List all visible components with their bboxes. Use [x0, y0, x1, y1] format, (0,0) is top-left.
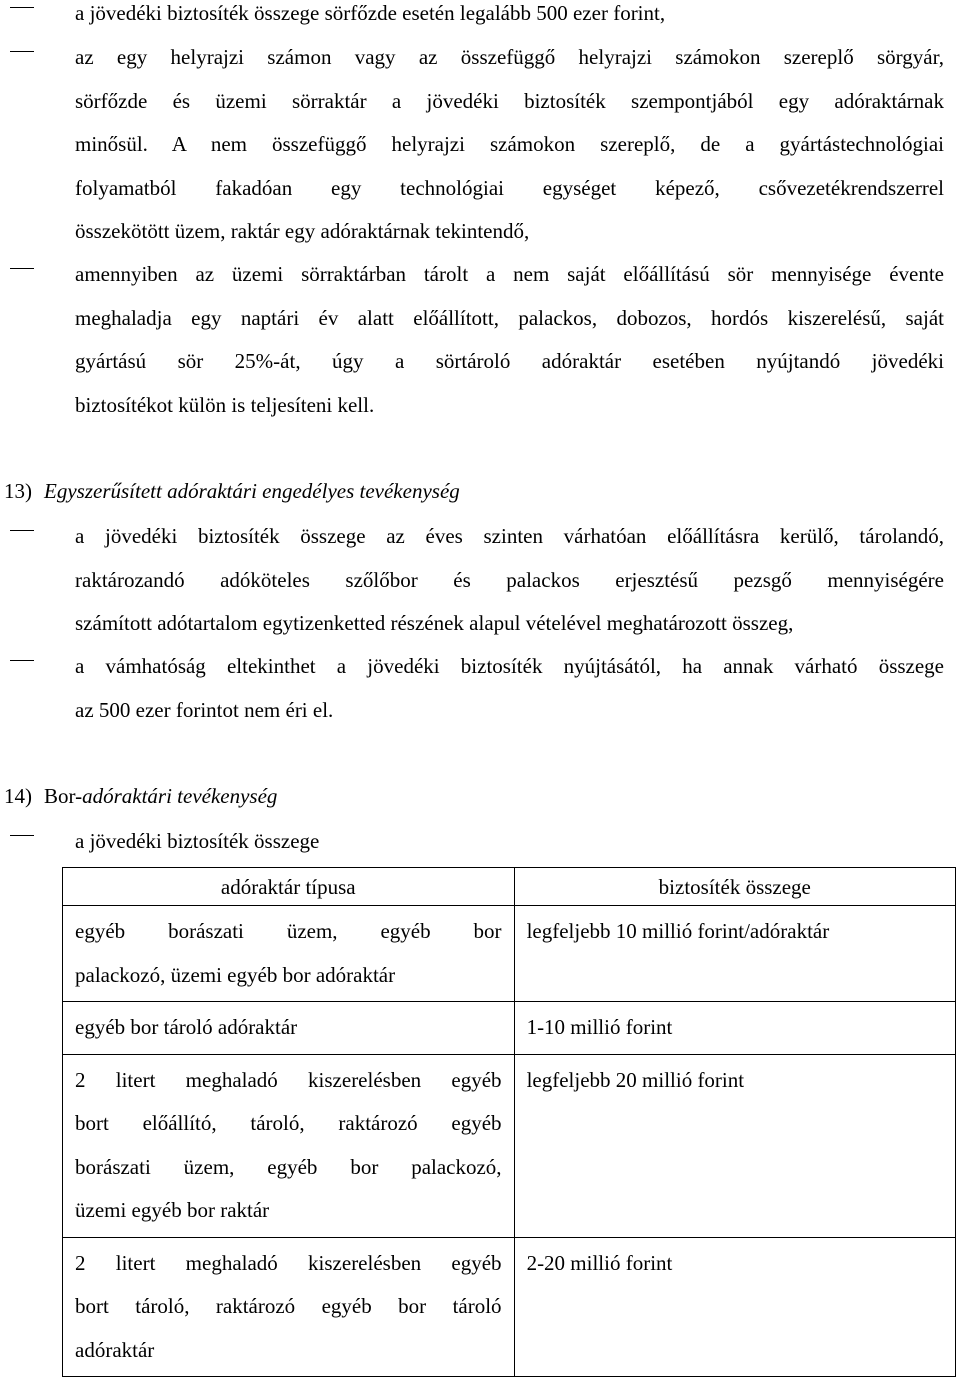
cell-amount: legfeljebb 20 millió forint	[514, 1054, 955, 1237]
bullet-text: a vámhatóság eltekinthet a jövedéki biztosíték nyújtásától, ha annak várható összege az 500 ezer forintot nem éri el.	[75, 654, 944, 722]
bullet-text: a jövedéki biztosíték összege az éves szinten várhatóan előállításra kerülő, tárolandó, raktározandó adóköteles szőlőbor és palackos erjesztésű pezsgő mennyiségére számított adótartalom egytizenketted részének alapul vételével meghatározott összeg,	[75, 524, 944, 635]
cell-type: 2 litert meghaladó kiszerelésben egyéb bort előállító, tároló, raktározó egyéb borászati üzem, egyéb bor palackozó, üzemi egyéb bor raktár	[63, 1054, 515, 1237]
header-cell-amount: biztosíték összege	[514, 868, 955, 906]
guarantee-table	[62, 867, 956, 1377]
dash-marker	[10, 268, 34, 269]
cell-type: egyéb borászati üzem, egyéb bor palackozó, üzemi egyéb bor adóraktár	[63, 906, 515, 1002]
bullet-item	[0, 515, 944, 646]
dash-marker	[10, 51, 34, 52]
table-row	[63, 1002, 956, 1055]
bullet-item	[0, 36, 944, 254]
cell-amount: legfeljebb 10 millió forint/adóraktár	[514, 906, 955, 1002]
cell-amount: 2-20 millió forint	[514, 1237, 955, 1377]
bullet-item	[0, 253, 944, 427]
section-title: Egyszerűsített adóraktári engedélyes tevékenység	[44, 479, 460, 503]
section-number: 14)	[4, 784, 32, 808]
table-row	[63, 1237, 956, 1377]
table-row	[63, 1054, 956, 1237]
section-title: adóraktári tevékenység	[82, 784, 278, 808]
table-header-row	[63, 868, 956, 906]
bullet-text: a jövedéki biztosíték összege	[75, 829, 320, 853]
cell-type: 2 litert meghaladó kiszerelésben egyéb bort tároló, raktározó egyéb bor tároló adóraktár	[63, 1237, 515, 1377]
dash-marker	[10, 7, 34, 8]
table-row	[63, 906, 956, 1002]
dash-marker	[10, 660, 34, 661]
bullet-text: amennyiben az üzemi sörraktárban tárolt a nem saját előállítású sör mennyisége évente meghaladja egy naptári év alatt előállított, palackos, dobozos, hordós kiszerelésű, saját gyártású sör 25%-át, úgy a sörtároló adóraktár esetében nyújtandó jövedéki biztosítékot külön is teljesíteni kell.	[75, 262, 944, 417]
bullet-text: az egy helyrajzi számon vagy az összefüggő helyrajzi számokon szereplő sörgyár, sörfőzde és üzemi sörraktár a jövedéki biztosíték szempontjából egy adóraktárnak minősül. A nem összefüggő helyrajzi számokon szereplő, de a gyártástechnológiai folyamatból fakadóan egy technológiai egységet képező, csővezetékrendszerrel összekötött üzem, raktár egy adóraktárnak tekintendő,	[75, 45, 944, 243]
bullet-item	[0, 645, 944, 732]
header-cell-type: adóraktár típusa	[63, 868, 515, 906]
dash-marker	[10, 835, 34, 836]
cell-amount: 1-10 millió forint	[514, 1002, 955, 1055]
section-title-plain: Bor-	[44, 784, 83, 808]
section-heading	[4, 782, 277, 810]
bullet-item	[0, 820, 944, 864]
cell-type: egyéb bor tároló adóraktár	[63, 1002, 515, 1055]
dash-marker	[10, 530, 34, 531]
section-number: 13)	[4, 479, 32, 503]
bullet-text: a jövedéki biztosíték összege sörfőzde esetén legalább 500 ezer forint,	[75, 1, 666, 25]
section-heading	[4, 477, 460, 505]
bullet-item	[0, 0, 944, 36]
